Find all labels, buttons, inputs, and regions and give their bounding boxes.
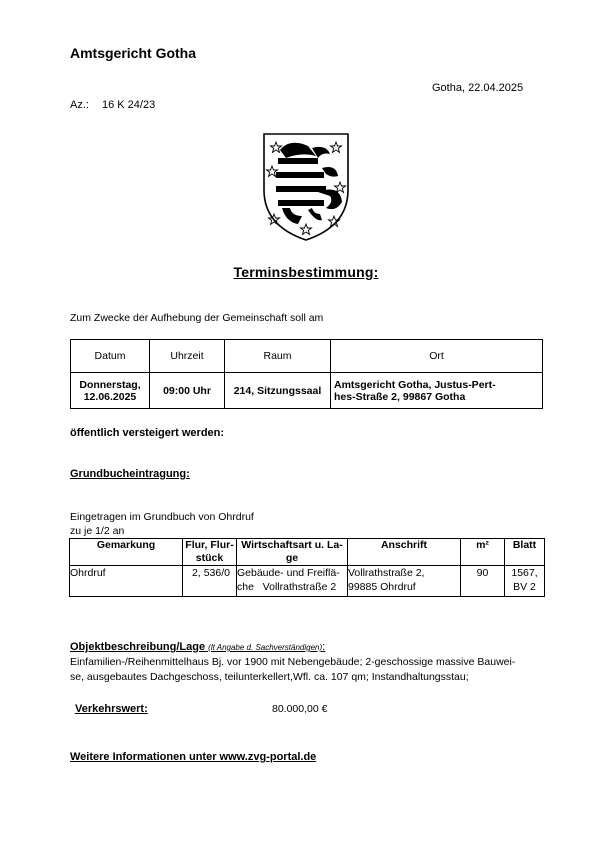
col-header-gemarkung: Gemarkung <box>70 539 183 566</box>
appointment-place-line2: hes-Straße 2, 99867 Gotha <box>334 390 466 403</box>
appointment-day: 12.06.2025 <box>83 390 137 403</box>
cell-flur: 2, 536/0 <box>183 566 237 597</box>
col-header-anschrift: Anschrift <box>348 539 461 566</box>
valuation-label: Verkehrswert: <box>75 703 148 715</box>
object-heading-text: Objektbeschreibung/Lage <box>70 641 206 653</box>
document-title: Terminsbestimmung: <box>233 264 379 280</box>
object-description-line1: Einfamilien-/Reihenmittelhaus Bj. vor 1900 mit Nebengebäude; 2-geschossige massive Bauwei- <box>70 656 516 668</box>
appointment-time: 09:00 Uhr <box>150 373 225 409</box>
cell-gemarkung: Ohrdruf <box>70 566 183 597</box>
land-register-table <box>69 538 545 597</box>
appointment-place-line1: Amtsgericht Gotha, Justus-Pert- <box>334 378 496 391</box>
cell-anschrift-line1: Vollrathstraße 2, <box>348 567 425 579</box>
intro-text: Zum Zwecke der Aufhebung der Gemeinschaft soll am <box>70 312 324 324</box>
cell-wirtschaftsart <box>237 566 348 597</box>
appointment-table <box>70 339 543 409</box>
col-header-wirtschaftsart <box>237 539 348 566</box>
land-register-heading: Grundbucheintragung: <box>70 468 190 480</box>
col-header-wirtschaftsart-line1: Wirtschaftsart u. La- <box>241 539 343 551</box>
appointment-room: 214, Sitzungssaal <box>225 373 331 409</box>
col-header-flur-line2: stück <box>195 552 224 564</box>
court-name: Amtsgericht Gotha <box>70 45 197 61</box>
cell-wirtschaftsart-line1: Gebäude- und Freiflä- <box>237 567 340 579</box>
col-header-flur-line1: Flur, Flur- <box>185 539 234 551</box>
appointment-place <box>331 373 543 409</box>
cell-blatt-line1: 1567, <box>511 567 538 579</box>
col-header-flur <box>183 539 237 566</box>
more-info-link[interactable]: Weitere Informationen unter www.zvg-portal.de <box>70 751 317 763</box>
object-heading-colon: : <box>322 641 326 653</box>
cell-wirtschaftsart-line2: che Vollrathstraße 2 <box>237 581 337 593</box>
cell-blatt <box>505 566 545 597</box>
case-number: 16 K 24/23 <box>102 99 156 111</box>
public-auction-text: öffentlich versteigert werden: <box>70 427 225 439</box>
cell-anschrift <box>348 566 461 597</box>
appointment-date <box>71 373 150 409</box>
appointment-weekday: Donnerstag, <box>79 378 141 391</box>
object-description-heading <box>70 641 325 653</box>
col-header-date: Datum <box>71 340 150 373</box>
case-number-label: Az.: <box>70 99 89 111</box>
col-header-blatt: Blatt <box>505 539 545 566</box>
cell-anschrift-line2: 99885 Ohrdruf <box>348 581 416 593</box>
place-date: Gotha, 22.04.2025 <box>432 82 524 94</box>
table-row <box>70 566 545 597</box>
object-description-line2: se, ausgebautes Dachgeschoss, teilunterkellert,Wfl. ca. 107 qm; Instandhaltungsstau; <box>70 671 469 683</box>
col-header-time: Uhrzeit <box>150 340 225 373</box>
land-register-text: Eingetragen im Grundbuch von Ohrdruf <box>70 511 254 523</box>
col-header-room: Raum <box>225 340 331 373</box>
cell-blatt-line2: BV 2 <box>513 581 536 593</box>
col-header-wirtschaftsart-line2: ge <box>285 552 299 564</box>
thuringia-coat-of-arms-icon <box>256 128 356 244</box>
ownership-share: zu je 1/2 an <box>70 525 125 537</box>
col-header-qm: m² <box>461 539 505 566</box>
valuation-value: 80.000,00 € <box>272 703 328 715</box>
object-heading-note: (lt Angabe d. Sachverständigen) <box>208 643 323 652</box>
cell-qm: 90 <box>461 566 505 597</box>
col-header-place: Ort <box>331 340 543 373</box>
